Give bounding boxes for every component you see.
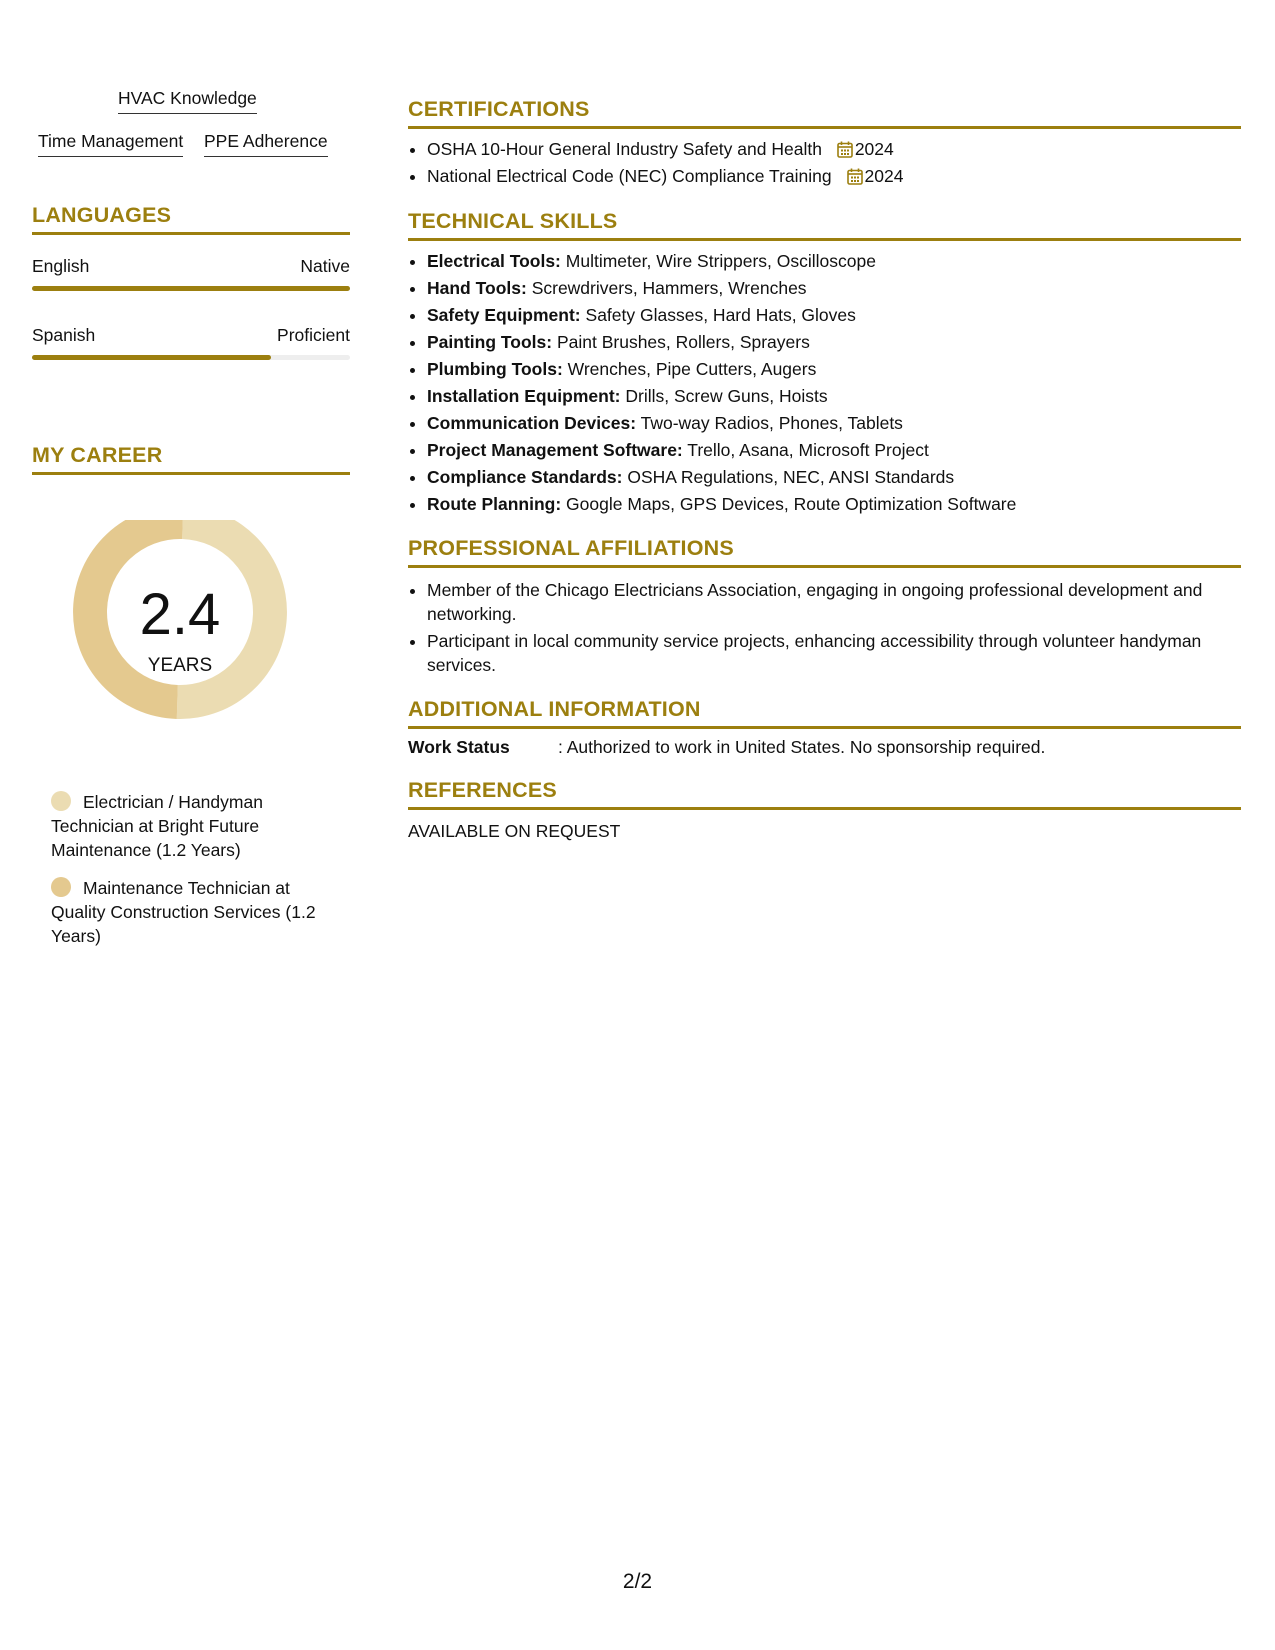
skill-value: Two-way Radios, Phones, Tablets	[640, 413, 903, 433]
certification-name: OSHA 10-Hour General Industry Safety and Health	[427, 139, 822, 159]
language-level: Native	[300, 256, 350, 276]
skill-item	[427, 464, 1260, 491]
affiliation-item: • Participant in local community service projects, enhancing accessibility through volunteer handyman services.	[427, 629, 1260, 677]
technical-skills-title: TECHNICAL SKILLS	[408, 209, 1241, 241]
skill-label: Communication Devices:	[427, 413, 637, 433]
skill-item	[427, 329, 1260, 356]
language-bar-fill	[32, 286, 350, 291]
skill-value: Paint Brushes, Rollers, Sprayers	[556, 332, 810, 352]
certifications-list	[408, 136, 1260, 190]
additional-title: ADDITIONAL INFORMATION	[408, 697, 1241, 729]
career-legend-item	[51, 790, 321, 862]
skill-item	[427, 491, 1260, 518]
language-name: English	[32, 256, 90, 276]
skill-value: Multimeter, Wire Strippers, Oscilloscope	[565, 251, 876, 271]
skill-label: Hand Tools:	[427, 278, 527, 298]
career-donut-chart	[32, 520, 350, 760]
career-legend-label: Maintenance Technician at Quality Construction Services (1.2 Years)	[51, 878, 316, 946]
skill-value: Safety Glasses, Hard Hats, Gloves	[585, 305, 856, 325]
skill-label: Compliance Standards:	[427, 467, 623, 487]
work-status-row	[408, 737, 1241, 758]
affiliation-item: • Member of the Chicago Electricians Association, engaging in ongoing professional development and networking.	[427, 578, 1260, 626]
skill-label: Plumbing Tools:	[427, 359, 563, 379]
career-title: MY CAREER	[32, 443, 350, 475]
skill-label: Project Management Software:	[427, 440, 683, 460]
skill-label: Safety Equipment:	[427, 305, 581, 325]
technical-skills-list	[408, 248, 1260, 518]
certification-year: 2024	[864, 166, 904, 186]
references-text: AVAILABLE ON REQUEST	[408, 821, 621, 841]
affiliations-title: PROFESSIONAL AFFILIATIONS	[408, 536, 1241, 568]
skill-item	[427, 410, 1260, 437]
skill-item	[427, 248, 1260, 275]
language-bar	[32, 355, 350, 360]
skill-value: Trello, Asana, Microsoft Project	[687, 440, 929, 460]
skill-value: Wrenches, Pipe Cutters, Augers	[567, 359, 817, 379]
certification-name: National Electrical Code (NEC) Compliance Training	[427, 166, 832, 186]
skill-item	[427, 437, 1260, 464]
skill-value: Screwdrivers, Hammers, Wrenches	[531, 278, 807, 298]
career-legend-item	[51, 876, 321, 948]
skill-value: Drills, Screw Guns, Hoists	[625, 386, 828, 406]
skill-item	[427, 383, 1260, 410]
skill-label: Installation Equipment:	[427, 386, 621, 406]
page-number: 2/2	[622, 1570, 653, 1593]
skill-value: OSHA Regulations, NEC, ANSI Standards	[627, 467, 955, 487]
skill-label: Painting Tools:	[427, 332, 553, 352]
skill-item	[427, 275, 1260, 302]
references-title: REFERENCES	[408, 778, 1241, 810]
legend-dot-icon	[51, 791, 71, 811]
calendar-icon	[837, 141, 853, 158]
career-total-value: 2.4	[139, 582, 221, 647]
skill-value: Google Maps, GPS Devices, Route Optimization Software	[566, 494, 1017, 514]
work-status-value: : Authorized to work in United States. No sponsorship required.	[558, 737, 1046, 757]
affiliations-list	[408, 578, 1260, 680]
calendar-icon	[847, 168, 863, 185]
career-legend-label: Electrician / Handyman Technician at Bright Future Maintenance (1.2 Years)	[51, 792, 263, 860]
certifications-title: CERTIFICATIONS	[408, 97, 1241, 129]
language-level: Proficient	[277, 325, 350, 345]
language-bar	[32, 286, 350, 291]
certification-item	[427, 136, 1260, 163]
skill-item	[427, 356, 1260, 383]
skill-item	[427, 302, 1260, 329]
certification-year: 2024	[854, 139, 894, 159]
skill-tag: PPE Adherence	[204, 131, 328, 157]
skill-label: Route Planning:	[427, 494, 562, 514]
language-name: Spanish	[32, 325, 96, 345]
career-total-unit: YEARS	[147, 655, 213, 676]
skill-tag: Time Management	[38, 131, 183, 157]
language-row	[32, 325, 350, 365]
languages-title: LANGUAGES	[32, 203, 350, 235]
language-bar-fill	[32, 355, 271, 360]
certification-item	[427, 163, 1260, 190]
language-row	[32, 256, 350, 296]
legend-dot-icon	[51, 877, 71, 897]
skill-tag: HVAC Knowledge	[118, 88, 257, 114]
work-status-label: Work Status	[408, 737, 510, 757]
skill-label: Electrical Tools:	[427, 251, 561, 271]
